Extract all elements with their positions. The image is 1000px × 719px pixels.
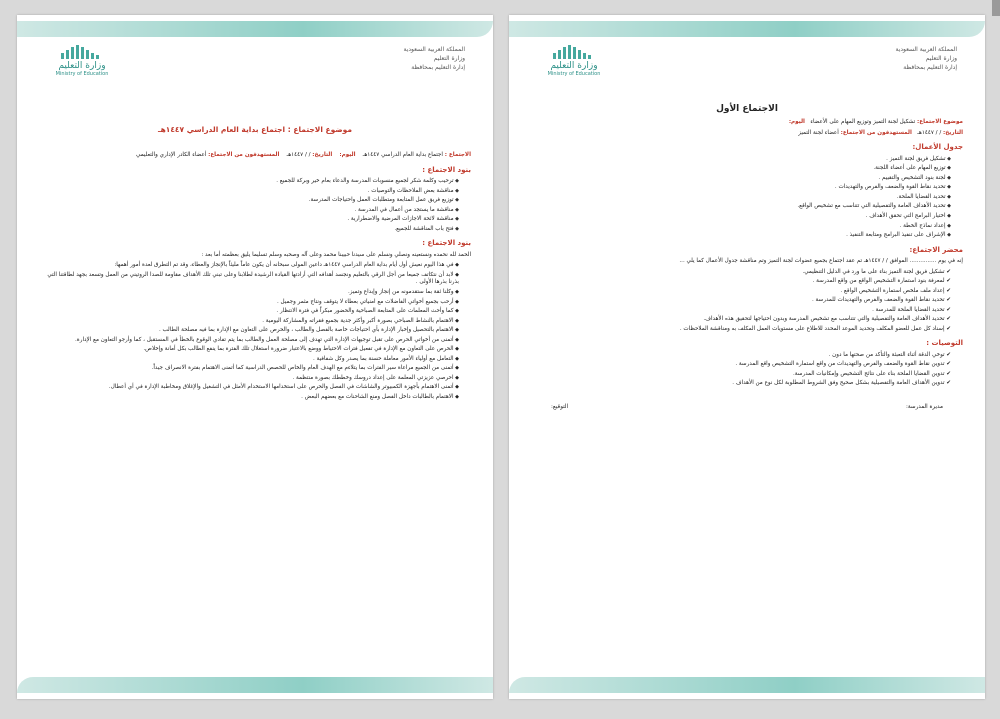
minutes-intro: إنه في يوم ............... الموافق / / ١٤٤٧هـ تم عقد اجتماع بجميع عضوات لجنة التميز وتم مناقشة جدول الأعمال كما يلي ... — [679, 258, 963, 265]
target-label: المستهدفون من الاجتماع: — [840, 129, 912, 136]
recommendation-item: ✔ تدوين نقاط القوة والضعف والفرص والتهديدات من واقع استمارة التشخيص واقع المدرسة . — [531, 361, 951, 369]
recommendation-item: ✔ توخي الدقة أثناء التعبئة والتأكد من صحتها ما دون . — [531, 352, 951, 360]
meta-date-label: التاريخ: — [312, 152, 333, 159]
signature-row — [531, 404, 963, 412]
logo-icon — [551, 45, 597, 61]
minutes-item: ✔ تشكيل فريق لجنة التميز بناء على ما ورد في الدليل التنظيمي. — [531, 269, 951, 277]
page-header — [529, 43, 965, 95]
minutes-paragraph: ◆ الحرص على التعاون مع الإدارة في تفعيل فترات الاحتياط ووضع بالاعتبار ضرورة استغلال تلك الفترة بما ينفع الطالب بكل أمانة وإخلاص. — [39, 346, 459, 354]
ministry-line-3: إدارة التعليم بمحافظة — [411, 64, 465, 71]
minutes-list — [39, 262, 471, 401]
minutes-heading: محضر الاجتماع: — [909, 245, 963, 254]
meeting-title: الاجتماع الأول — [716, 104, 778, 114]
meta-meeting-label: الاجتماع : — [444, 152, 471, 159]
meta-target-label: المستهدفون من الاجتماع: — [208, 152, 280, 159]
scrollbar-thumb[interactable] — [992, 0, 1000, 16]
page-content — [531, 97, 963, 669]
minutes-item: ✔ تحديد الأهداف العامة والتفصيلية والتي تتناسب مع تشخيص المدرسة وبدون احتياجها لتحقيق هذه الأهداف. — [531, 316, 951, 324]
ministry-block — [895, 45, 957, 72]
logo-subtitle: Ministry of Education — [55, 71, 109, 77]
meta-day-label: اليوم: — [339, 152, 356, 159]
agenda-list — [39, 178, 471, 233]
date-label: التاريخ: — [943, 129, 963, 136]
subject-value: تشكيل لجنة التميز وتوزيع المهام على الأعضاء — [810, 119, 916, 126]
agenda-item: ◆ مناقشة لائحة الاجازات المرضية والاضطرارية . — [39, 216, 459, 224]
logo-title: وزارة التعليم — [550, 61, 598, 71]
meeting-meta-2 — [531, 130, 963, 138]
agenda-item: ◆ مناقشة ما يستجد من أعمال في المدرسة . — [39, 207, 459, 215]
meeting-meta — [39, 152, 471, 160]
page-header — [37, 43, 473, 95]
minutes-paragraph: ◆ الاهتمام بالطالبات داخل الفصل ومنع الشاحنات مع بعضهم البعض . — [39, 394, 459, 402]
agenda-item: ◆ مناقشة بعض الملاحظات والتوصيات . — [39, 188, 459, 196]
page-footer-band — [17, 677, 493, 693]
page-header-band — [509, 21, 985, 37]
recommendations-heading: التوصيات : — [926, 339, 963, 348]
ministry-line-2: وزارة التعليم — [433, 55, 465, 62]
agenda-list — [531, 156, 963, 240]
meeting-title: موضوع الاجتماع : اجتماع بداية العام الدراسي ١٤٤٧هـ — [158, 125, 352, 134]
agenda-item: ◆ اختيار البرامج التي تحقق الأهداف . — [531, 213, 951, 221]
recommendation-item: ✔ تدوين الأهداف العامة والتفصيلية بشكل صحيح وفق الشروط المطلوبة لكل نوع من الأهداف . — [531, 380, 951, 388]
agenda-item: ◆ تحديد الأهداف العامة والتفصيلية التي تتناسب مع تشخيص الواقع. — [531, 203, 951, 211]
page-content — [39, 97, 471, 669]
meta-target-value: أعضاء الكادر الإداري والتعليمي — [136, 152, 207, 159]
recommendation-item: ✔ تدوين القضايا الملحة بناء على نتائج التشخيص وإمكانيات المدرسة. — [531, 371, 951, 379]
signature-label: التوقيع: — [551, 404, 569, 411]
ministry-logo — [47, 45, 117, 85]
recommendations-list — [531, 352, 963, 388]
agenda-item: ◆ توزيع المهام على أعضاء اللجنة. — [531, 165, 951, 173]
minutes-paragraph: ◆ الاهتمام بالتحصيل وإخبار الإدارة بأي احتياجات خاصة بالفصل والطالب ، والحرص على التعاون مع الإدارة بما فيه مصلحة الطالب . — [39, 327, 459, 335]
page-footer-band — [509, 677, 985, 693]
principal-label: مديرة المدرسة: — [906, 404, 943, 411]
logo-title: وزارة التعليم — [58, 61, 106, 71]
ministry-block — [403, 45, 465, 72]
minutes-paragraph: ◆ أرحب بجميع أخواتي الفاضلات مع امنياتي بعطاء لا يتوقف ونتاج مثمر وجميل . — [39, 299, 459, 307]
minutes-paragraph: ◆ وكلنا ثقة بما ستقدمونه من إنجاز وإبداع وتميز. — [39, 289, 459, 297]
agenda-item: ◆ إعداد نماذج الخطة . — [531, 223, 951, 231]
ministry-line-1: المملكة العربية السعودية — [895, 46, 957, 53]
minutes-paragraph: ◆ في هذا اليوم نعيش أول أيام بداية العام الدراسي ١٤٤٧هـ داعين المولى سبحانه أن يكون عاماً مليئاً بالإنجاز والعطاء، وقد تم التطرق لعدة أمور أهمها: — [39, 262, 459, 270]
day-label: اليوم: — [788, 119, 805, 126]
subject-label: موضوع الاجتماع: — [917, 119, 963, 126]
minutes-paragraph: ◆ احرصي عزيزتي المعلمة على إعداد دروسك وخططك بصورة منتظمة . — [39, 375, 459, 383]
minutes-paragraph: ◆ الاهتمام بالنشاط الصباحي بصورة أكبر وأكثر جدية بجميع فقراته والمشاركة اليومية . — [39, 318, 459, 326]
ministry-line-1: المملكة العربية السعودية — [403, 46, 465, 53]
document-page-left — [17, 15, 493, 699]
meta-date-value: / / ١٤٤٧هـ — [286, 152, 311, 159]
agenda-item: ◆ تشكيل فريق لجنة التميز . — [531, 156, 951, 164]
minutes-item: ✔ إعداد ملف ملخص استمارة التشخيص الواقع . — [531, 288, 951, 296]
agenda-heading: جدول الأعمال: — [912, 143, 963, 152]
ministry-line-2: وزارة التعليم — [925, 55, 957, 62]
meta-meeting-value: اجتماع بداية العام الدراسي ١٤٤٧هـ — [362, 152, 443, 159]
agenda-item: ◆ لجنة بنود التشخيص والتقييم . — [531, 175, 951, 183]
agenda-item: ◆ تحديد نقاط القوة والضعف والفرص والتهديدات . — [531, 184, 951, 192]
agenda-item: ◆ تحديد القضايا الملحة. — [531, 194, 951, 202]
page-header-band — [17, 21, 493, 37]
minutes-item: ✔ تحديد نقاط القوة والضعف والفرص والتهديدات للمدرسة . — [531, 297, 951, 305]
ministry-line-3: إدارة التعليم بمحافظة — [903, 64, 957, 71]
minutes-list — [531, 269, 963, 334]
agenda-item: ◆ توزيع فريق عمل المتابعة ومتطلبات العمل واحتياجات المدرسة. — [39, 197, 459, 205]
agenda-item: ◆ الإشراف على تنفيذ البرامج ومتابعة التنفيذ . — [531, 232, 951, 240]
logo-icon — [59, 45, 105, 61]
minutes-paragraph: ◆ أتمنى من الجميع مراعاة سير الفترات بما يتلاءم مع الهدف العام والخاص للحصص الدراسية كما أتمنى الاهتمام بفترة الانصراف جيداً. — [39, 365, 459, 373]
agenda-heading: بنود الاجتماع : — [422, 165, 471, 174]
date-value: / / ١٤٤٧هـ — [917, 129, 942, 136]
logo-subtitle: Ministry of Education — [547, 71, 601, 77]
items-heading: بنود الاجتماع : — [422, 239, 471, 248]
agenda-item: ◆ فتح باب المناقشة للجميع. — [39, 226, 459, 234]
minutes-paragraph: ◆ أتمنى من أخواتي الحرص على تقبل توجيهات الإدارة التي تهدف إلى مصلحة العمل والطالب بما يتم تفادي الوقوع بالخطأ في المستقبل ، كما وأرجو التعاون مع الإدارة. — [39, 337, 459, 345]
target-value: أعضاء لجنة التميز — [798, 129, 839, 136]
document-page-right — [509, 15, 985, 699]
ministry-logo — [539, 45, 609, 85]
minutes-item: ✔ لمعرفة بنود استمارة التشخيص الواقع من واقع المدرسة . — [531, 278, 951, 286]
agenda-item: ◆ ترحيب وكلمة شكر لجميع منسوبات المدرسة والدعاء بعام خير وبركة للجميع . — [39, 178, 459, 186]
intro-paragraph: الحمد لله نحمده ونستعينه ونصلي ونسلم على سيدنا حبيبنا محمد وعلى آله وصحبه وسلم تسليما يليق بعظمته أما بعد : — [201, 251, 471, 258]
minutes-item: ✔ إسناد كل عمل للعضو المكلف وتحديد الموعد المحدد للاطلاع على مستويات العمل المكلف به ومناقشة الملاحظات . — [531, 326, 951, 334]
minutes-paragraph: ◆ التعامل مع أولياء الأمور معاملة حسنة بما يصدر وكل شفافية . — [39, 356, 459, 364]
minutes-item: ✔ تحديد القضايا الملحة للمدرسة . — [531, 307, 951, 315]
minutes-paragraph: ◆ كما وأحث المعلمات على المتابعة الصباحية والحضور مبكراً في فترة الانتظار . — [39, 308, 459, 316]
minutes-paragraph: ◆ أتمنى الاهتمام بأجهزة الكمبيوتر والشاشات في الفصل والحرص على استخدامها الاستخدام الأمثل في التشغيل والإغلاق ومخاطبة الإدارة في أي أعطال. — [39, 384, 459, 392]
meeting-meta — [531, 119, 963, 127]
minutes-paragraph: ◆ لابد أن نتكاتف جميعا من أجل الرقي بالتعليم ونجسد أهدافه التي أرادتها القيادة الرشيدة لطلابنا وعلى تبني تلك الأهداف مقاومة للصدا الروتيني من العمل وتسعد بجهد لطاقتنا التي بذرنا بذرها الأولى . — [39, 272, 459, 287]
